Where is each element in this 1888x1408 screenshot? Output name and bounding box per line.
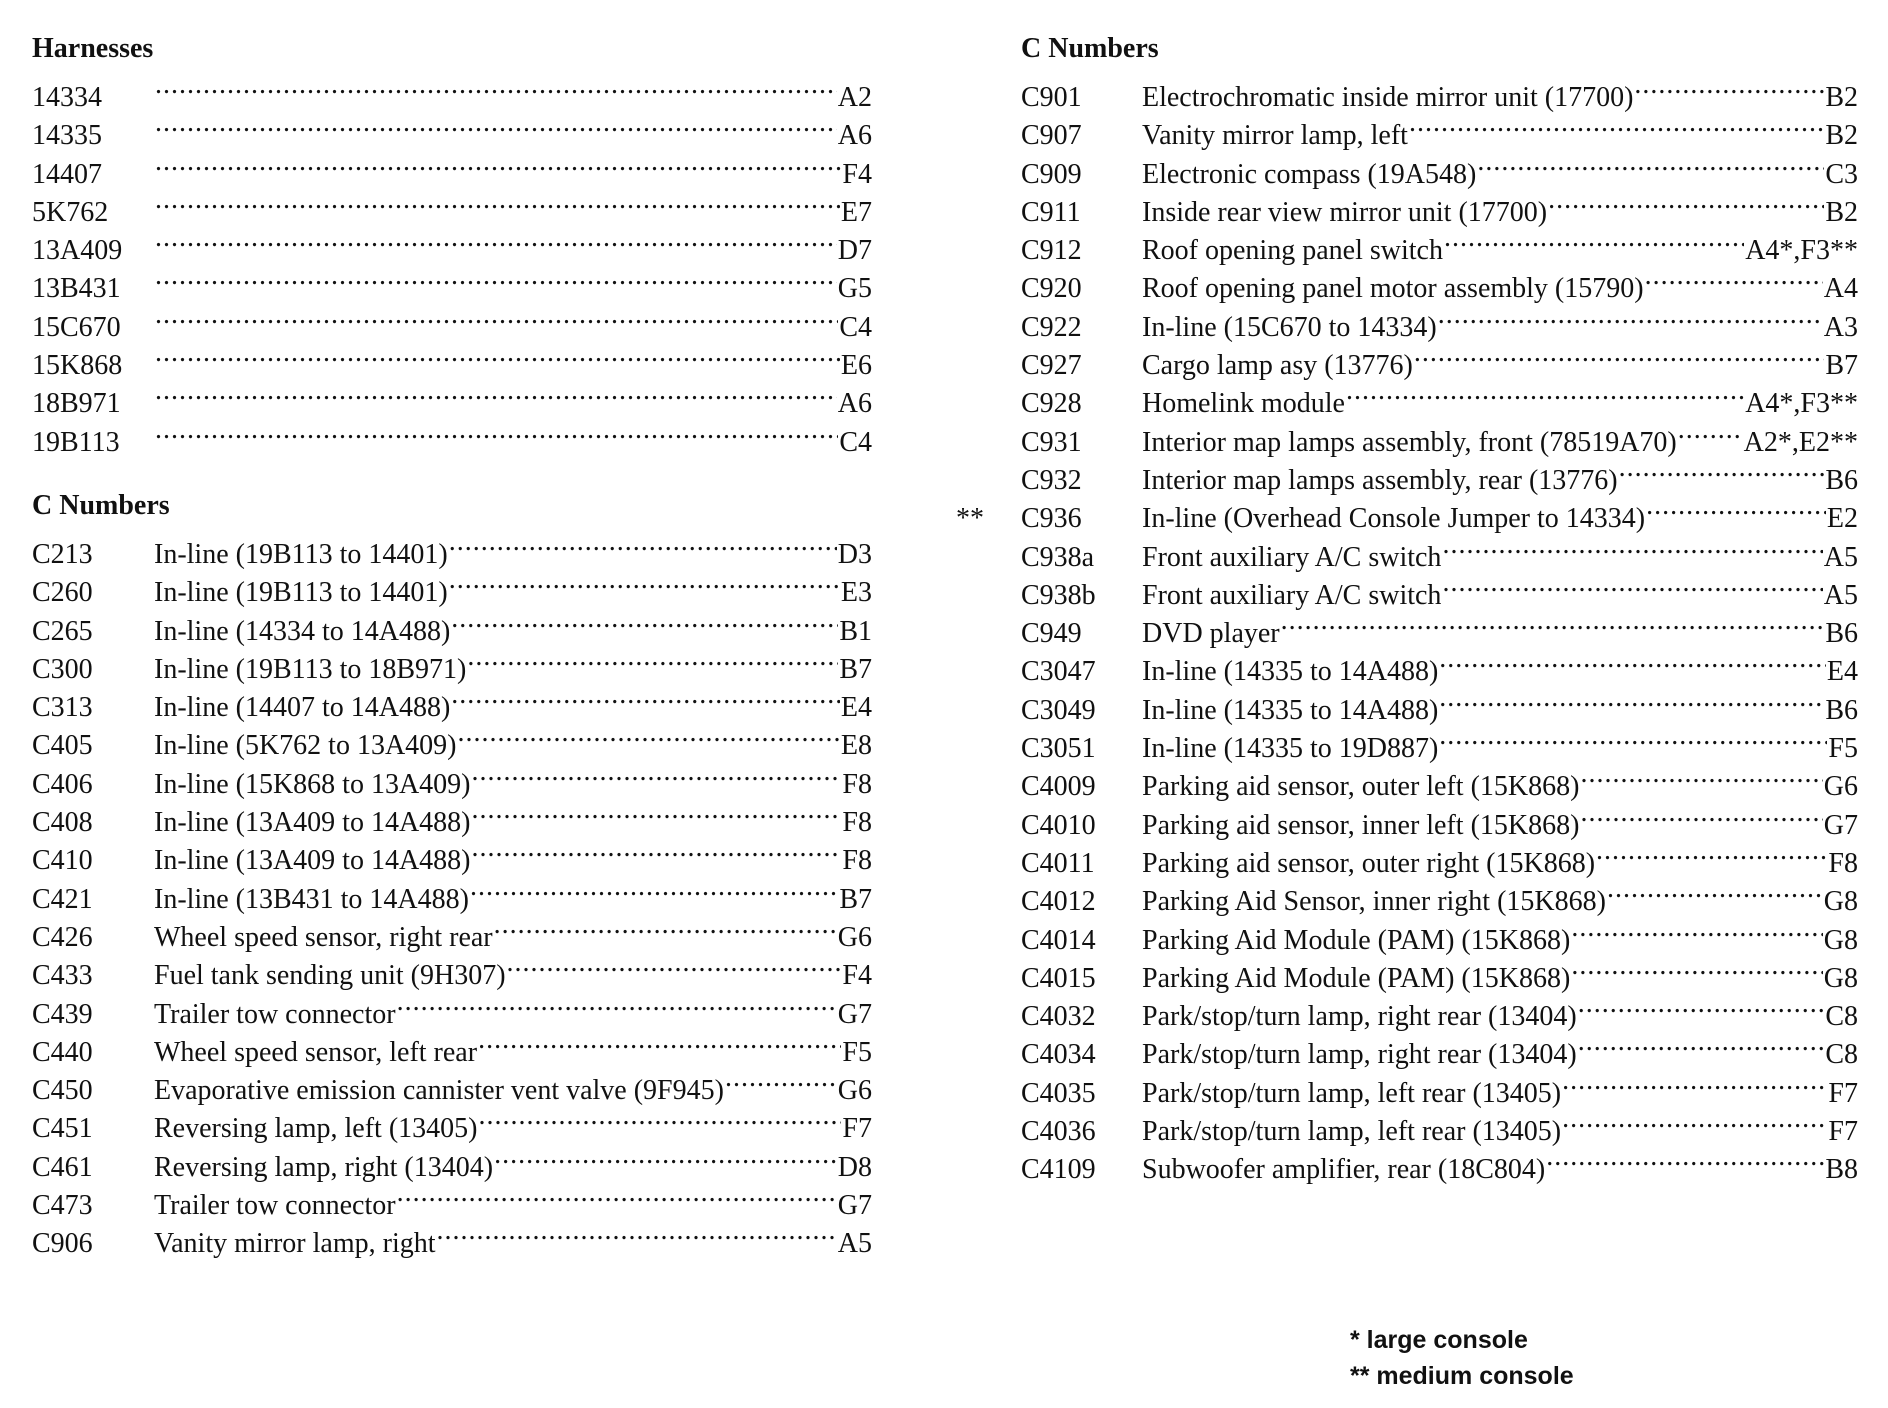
connector-description: Interior map lamps assembly, front (78519A70) bbox=[1142, 426, 1677, 458]
dot-leader bbox=[1477, 145, 1824, 183]
dot-leader bbox=[1442, 528, 1822, 566]
dot-leader bbox=[1548, 183, 1824, 221]
grid-reference: C4 bbox=[839, 426, 872, 458]
connector-code: C450 bbox=[32, 1075, 93, 1107]
connector-code: 13B431 bbox=[32, 273, 121, 305]
connector-code: C931 bbox=[1021, 426, 1082, 458]
connector-description: In-line (15C670 to 14334) bbox=[1142, 311, 1437, 343]
grid-reference: B7 bbox=[839, 883, 872, 915]
connector-description: Homelink module bbox=[1142, 388, 1345, 420]
console-marker: ** bbox=[956, 503, 984, 535]
grid-reference: A4*,F3** bbox=[1745, 235, 1858, 267]
connector-code: C4035 bbox=[1021, 1077, 1096, 1109]
grid-reference: C4 bbox=[839, 311, 872, 343]
dot-leader bbox=[449, 525, 837, 563]
dot-leader bbox=[1646, 489, 1826, 527]
dot-leader bbox=[1571, 949, 1822, 987]
dot-leader bbox=[155, 413, 838, 451]
dot-leader bbox=[1281, 604, 1825, 642]
connector-description: Park/stop/turn lamp, left rear (13405) bbox=[1142, 1077, 1562, 1109]
dot-leader bbox=[155, 298, 838, 336]
connector-code: C313 bbox=[32, 692, 93, 724]
dot-leader bbox=[1645, 259, 1823, 297]
connector-code: C410 bbox=[32, 845, 93, 877]
connector-code: C440 bbox=[32, 1036, 93, 1068]
connector-code: C4015 bbox=[1021, 962, 1096, 994]
dot-leader bbox=[1409, 106, 1824, 144]
connector-code: 19B113 bbox=[32, 426, 120, 458]
connector-code: C4011 bbox=[1021, 847, 1095, 879]
grid-reference: G7 bbox=[1823, 809, 1858, 841]
connector-code: 15C670 bbox=[32, 311, 121, 343]
connector-description: In-line (Overhead Console Jumper to 14334) bbox=[1142, 503, 1646, 535]
dot-leader bbox=[1562, 1064, 1827, 1102]
grid-reference: A3 bbox=[1823, 311, 1858, 343]
connector-code: 14407 bbox=[32, 158, 102, 190]
grid-reference: B2 bbox=[1825, 120, 1858, 152]
dot-leader bbox=[472, 755, 842, 793]
connector-description: Roof opening panel switch bbox=[1142, 235, 1443, 267]
connector-description: Subwoofer amplifier, rear (18C804) bbox=[1142, 1154, 1546, 1186]
connector-code: C938b bbox=[1021, 579, 1096, 611]
dot-leader bbox=[155, 221, 837, 259]
footnote-medium-console: ** medium console bbox=[1350, 1362, 1574, 1390]
dot-leader bbox=[1439, 642, 1826, 680]
grid-reference: F8 bbox=[842, 807, 872, 839]
index-row bbox=[32, 183, 872, 228]
grid-reference: F7 bbox=[1828, 1116, 1858, 1148]
dot-leader bbox=[155, 336, 840, 374]
dot-leader bbox=[1546, 1140, 1824, 1178]
connector-description: In-line (14407 to 14A488) bbox=[154, 692, 451, 724]
connector-description: In-line (5K762 to 13A409) bbox=[154, 730, 457, 762]
connector-code: C461 bbox=[32, 1151, 93, 1183]
harness-list bbox=[32, 68, 872, 458]
connector-description: Interior map lamps assembly, rear (13776) bbox=[1142, 464, 1618, 496]
grid-reference: A5 bbox=[1823, 579, 1858, 611]
dot-leader bbox=[1607, 872, 1823, 910]
connector-code: C906 bbox=[32, 1228, 93, 1260]
connector-description: In-line (19B113 to 14401) bbox=[154, 577, 448, 609]
connector-code: C439 bbox=[32, 998, 93, 1030]
grid-reference: E4 bbox=[840, 692, 872, 724]
grid-reference: A6 bbox=[837, 388, 872, 420]
connector-code: 14334 bbox=[32, 82, 102, 113]
grid-reference: B2 bbox=[1825, 82, 1858, 113]
grid-reference: F7 bbox=[1828, 1077, 1858, 1109]
footnotes bbox=[1350, 1322, 1574, 1394]
connector-code: C907 bbox=[1021, 120, 1082, 152]
grid-reference: E8 bbox=[840, 730, 872, 762]
connector-code: C405 bbox=[32, 730, 93, 762]
grid-reference: B6 bbox=[1825, 694, 1858, 726]
connector-description: Inside rear view mirror unit (17700) bbox=[1142, 196, 1548, 228]
dot-leader bbox=[478, 1099, 841, 1137]
connector-description: Park/stop/turn lamp, right rear (13404) bbox=[1142, 1001, 1577, 1033]
dot-leader bbox=[507, 946, 842, 984]
index-row bbox=[32, 68, 872, 113]
dot-leader bbox=[1414, 336, 1824, 374]
index-row bbox=[32, 106, 872, 152]
connector-description: In-line (14334 to 14A488) bbox=[154, 615, 451, 647]
connector-description: Parking aid sensor, outer left (15K868) bbox=[1142, 771, 1580, 803]
dot-leader bbox=[1438, 298, 1823, 336]
connector-code: C300 bbox=[32, 653, 93, 685]
connector-code: 14335 bbox=[32, 120, 102, 152]
grid-reference: B7 bbox=[1825, 350, 1858, 382]
grid-reference: G7 bbox=[837, 998, 872, 1030]
dot-leader bbox=[1678, 413, 1743, 451]
dot-leader bbox=[458, 716, 840, 754]
grid-reference: B7 bbox=[839, 653, 872, 685]
grid-reference: B6 bbox=[1825, 464, 1858, 496]
connector-description: Reversing lamp, right (13404) bbox=[154, 1151, 494, 1183]
index-row bbox=[32, 298, 872, 343]
connector-description: Parking aid sensor, inner left (15K868) bbox=[1142, 809, 1580, 841]
connector-description: Front auxiliary A/C switch bbox=[1142, 579, 1442, 611]
grid-reference: E7 bbox=[840, 196, 872, 228]
connector-code: C4012 bbox=[1021, 886, 1096, 918]
right-column bbox=[956, 30, 1858, 1186]
dot-leader bbox=[725, 1061, 837, 1099]
connector-code: C451 bbox=[32, 1113, 93, 1145]
dot-leader bbox=[1580, 757, 1822, 795]
dot-leader bbox=[1562, 1102, 1827, 1140]
dot-leader bbox=[1444, 221, 1744, 259]
index-row bbox=[32, 221, 872, 267]
dot-leader bbox=[470, 870, 838, 908]
dot-leader bbox=[155, 259, 837, 297]
section-spacer bbox=[32, 451, 872, 487]
index-row bbox=[32, 259, 872, 305]
dot-leader bbox=[1439, 719, 1827, 757]
connector-code: C4032 bbox=[1021, 1001, 1096, 1033]
connector-description: In-line (15K868 to 13A409) bbox=[154, 768, 471, 800]
connector-description: In-line (19B113 to 18B971) bbox=[154, 653, 467, 685]
dot-leader bbox=[1596, 834, 1827, 872]
index-row bbox=[32, 413, 872, 458]
dot-leader bbox=[472, 831, 842, 869]
connector-code: C922 bbox=[1021, 311, 1082, 343]
connector-code: 13A409 bbox=[32, 235, 123, 267]
connector-code: C4014 bbox=[1021, 924, 1096, 956]
connector-description: Park/stop/turn lamp, left rear (13405) bbox=[1142, 1116, 1562, 1148]
right-cnumbers-title: C Numbers bbox=[1021, 33, 1159, 64]
dot-leader bbox=[1634, 68, 1824, 106]
grid-reference: A4*,F3** bbox=[1745, 388, 1858, 420]
connector-code: C265 bbox=[32, 615, 93, 647]
index-row bbox=[32, 336, 872, 382]
connector-code: C4036 bbox=[1021, 1116, 1096, 1148]
connector-code: 5K762 bbox=[32, 196, 109, 228]
grid-reference: C8 bbox=[1825, 1001, 1858, 1033]
connector-code: ** C936 bbox=[990, 500, 1142, 538]
grid-reference: C8 bbox=[1825, 1039, 1858, 1071]
grid-reference: G8 bbox=[1823, 962, 1858, 994]
grid-reference: B8 bbox=[1825, 1154, 1858, 1186]
connector-description: Wheel speed sensor, right rear bbox=[154, 921, 493, 953]
connector-description: Vanity mirror lamp, left bbox=[1142, 120, 1408, 152]
grid-reference: G8 bbox=[1823, 886, 1858, 918]
grid-reference: A5 bbox=[837, 1228, 872, 1260]
dot-leader bbox=[451, 602, 838, 640]
grid-reference: G6 bbox=[837, 921, 872, 953]
grid-reference: G8 bbox=[1823, 924, 1858, 956]
connector-description: In-line (13A409 to 14A488) bbox=[154, 845, 471, 877]
connector-code: C473 bbox=[32, 1190, 93, 1222]
left-cnumbers-title: C Numbers bbox=[32, 489, 170, 521]
connector-description: In-line (14335 to 14A488) bbox=[1142, 694, 1439, 726]
grid-reference: D8 bbox=[837, 1151, 872, 1183]
connector-description: In-line (13B431 to 14A488) bbox=[154, 883, 469, 915]
connector-description: Front auxiliary A/C switch bbox=[1142, 541, 1442, 573]
connector-description: In-line (14335 to 14A488) bbox=[1142, 656, 1439, 688]
grid-reference: F8 bbox=[1828, 847, 1858, 879]
connector-description: Roof opening panel motor assembly (15790) bbox=[1142, 273, 1644, 305]
dot-leader bbox=[1442, 566, 1822, 604]
index-row bbox=[990, 68, 1858, 113]
connector-code: C4009 bbox=[1021, 771, 1096, 803]
connector-code: C260 bbox=[32, 577, 93, 609]
connector-description: Trailer tow connector bbox=[154, 1190, 396, 1222]
grid-reference: A2*,E2** bbox=[1743, 426, 1858, 458]
grid-reference: E4 bbox=[1826, 656, 1858, 688]
index-row bbox=[32, 145, 872, 190]
grid-reference: D7 bbox=[837, 235, 872, 267]
connector-code: 15K868 bbox=[32, 350, 123, 382]
connector-code: C909 bbox=[1021, 158, 1082, 190]
dot-leader bbox=[1578, 1025, 1825, 1063]
connector-code: C406 bbox=[32, 768, 93, 800]
connector-code: C421 bbox=[32, 883, 93, 915]
footnote-large-console: * large console bbox=[1350, 1326, 1528, 1354]
grid-reference: E3 bbox=[840, 577, 872, 609]
dot-leader bbox=[397, 1176, 837, 1214]
dot-leader bbox=[155, 68, 837, 106]
connector-description: Cargo lamp asy (13776) bbox=[1142, 350, 1413, 382]
grid-reference: F7 bbox=[842, 1113, 872, 1145]
connector-code: 18B971 bbox=[32, 388, 121, 420]
dot-leader bbox=[155, 106, 837, 144]
connector-code: C433 bbox=[32, 960, 93, 992]
connector-description: Fuel tank sending unit (9H307) bbox=[154, 960, 506, 992]
connector-code: C911 bbox=[1021, 196, 1081, 228]
dot-leader bbox=[478, 1023, 841, 1061]
connector-code: C912 bbox=[1021, 235, 1082, 267]
dot-leader bbox=[155, 145, 841, 183]
left-column bbox=[32, 30, 872, 1260]
dot-leader bbox=[155, 374, 837, 412]
connector-description: Trailer tow connector bbox=[154, 998, 396, 1030]
harnesses-title: Harnesses bbox=[32, 33, 154, 64]
dot-leader bbox=[155, 183, 840, 221]
connector-code: C938a bbox=[1021, 541, 1095, 573]
grid-reference: F5 bbox=[1828, 733, 1858, 765]
connector-code: C408 bbox=[32, 807, 93, 839]
connector-code: C920 bbox=[1021, 273, 1082, 305]
dot-leader bbox=[1346, 374, 1744, 412]
grid-reference: A5 bbox=[1823, 541, 1858, 573]
connector-description: Parking aid sensor, outer right (15K868) bbox=[1142, 847, 1596, 879]
connector-description: Evaporative emission cannister vent valve (9F945) bbox=[154, 1075, 724, 1107]
dot-leader bbox=[397, 985, 837, 1023]
grid-reference: F4 bbox=[842, 960, 872, 992]
connector-code: C901 bbox=[1021, 82, 1082, 113]
dot-leader bbox=[1619, 451, 1825, 489]
connector-description: DVD player bbox=[1142, 618, 1280, 650]
connector-code: C949 bbox=[1021, 618, 1082, 650]
connector-description: Parking Aid Sensor, inner right (15K868) bbox=[1142, 886, 1606, 918]
grid-reference: G5 bbox=[837, 273, 872, 305]
dot-leader bbox=[451, 678, 840, 716]
grid-reference: E2 bbox=[1826, 503, 1858, 535]
connector-code: C4034 bbox=[1021, 1039, 1096, 1071]
dot-leader bbox=[1571, 911, 1822, 949]
connector-description: In-line (19B113 to 14401) bbox=[154, 538, 448, 570]
grid-reference: G6 bbox=[837, 1075, 872, 1107]
grid-reference: A2 bbox=[837, 82, 872, 113]
connector-code: C927 bbox=[1021, 350, 1082, 382]
grid-reference: D3 bbox=[837, 538, 872, 570]
connector-code: C928 bbox=[1021, 388, 1082, 420]
grid-reference: B6 bbox=[1825, 618, 1858, 650]
connector-code: C213 bbox=[32, 538, 93, 570]
connector-code: C3051 bbox=[1021, 733, 1096, 765]
connector-code: C932 bbox=[1021, 464, 1082, 496]
connector-description: Parking Aid Module (PAM) (15K868) bbox=[1142, 962, 1571, 994]
grid-reference: G7 bbox=[837, 1190, 872, 1222]
grid-reference: F5 bbox=[842, 1036, 872, 1068]
dot-leader bbox=[449, 563, 840, 601]
index-row bbox=[32, 525, 872, 570]
connector-code: C426 bbox=[32, 921, 93, 953]
connector-description: In-line (14335 to 19D887) bbox=[1142, 733, 1439, 765]
connector-description: Electrochromatic inside mirror unit (17700) bbox=[1142, 82, 1634, 113]
connector-code: C3049 bbox=[1021, 694, 1096, 726]
grid-reference: G6 bbox=[1823, 771, 1858, 803]
connector-code: C3047 bbox=[1021, 656, 1096, 688]
connector-description: Parking Aid Module (PAM) (15K868) bbox=[1142, 924, 1571, 956]
right-cnumbers-list bbox=[956, 68, 1858, 1186]
connector-description: Electronic compass (19A548) bbox=[1142, 158, 1477, 190]
grid-reference: B2 bbox=[1825, 196, 1858, 228]
dot-leader bbox=[494, 1138, 837, 1176]
connector-description: Reversing lamp, left (13405) bbox=[154, 1113, 478, 1145]
grid-reference: B1 bbox=[839, 615, 872, 647]
connector-code: C4010 bbox=[1021, 809, 1096, 841]
dot-leader bbox=[437, 1214, 837, 1252]
dot-leader bbox=[1580, 796, 1822, 834]
grid-reference: F8 bbox=[842, 845, 872, 877]
left-cnumbers-list bbox=[32, 525, 872, 1260]
grid-reference: C3 bbox=[1825, 158, 1858, 190]
connector-description: Park/stop/turn lamp, right rear (13404) bbox=[1142, 1039, 1577, 1071]
grid-reference: A6 bbox=[837, 120, 872, 152]
dot-leader bbox=[1439, 681, 1824, 719]
dot-leader bbox=[1578, 987, 1825, 1025]
grid-reference: A4 bbox=[1823, 273, 1858, 305]
dot-leader bbox=[472, 793, 842, 831]
index-row bbox=[32, 374, 872, 420]
dot-leader bbox=[467, 640, 838, 678]
connector-description: Vanity mirror lamp, right bbox=[154, 1228, 436, 1260]
grid-reference: F4 bbox=[842, 158, 872, 190]
grid-reference: F8 bbox=[842, 768, 872, 800]
dot-leader bbox=[494, 908, 837, 946]
connector-code: C4109 bbox=[1021, 1154, 1096, 1186]
connector-description: In-line (13A409 to 14A488) bbox=[154, 807, 471, 839]
connector-description: Wheel speed sensor, left rear bbox=[154, 1036, 478, 1068]
grid-reference: E6 bbox=[840, 350, 872, 382]
